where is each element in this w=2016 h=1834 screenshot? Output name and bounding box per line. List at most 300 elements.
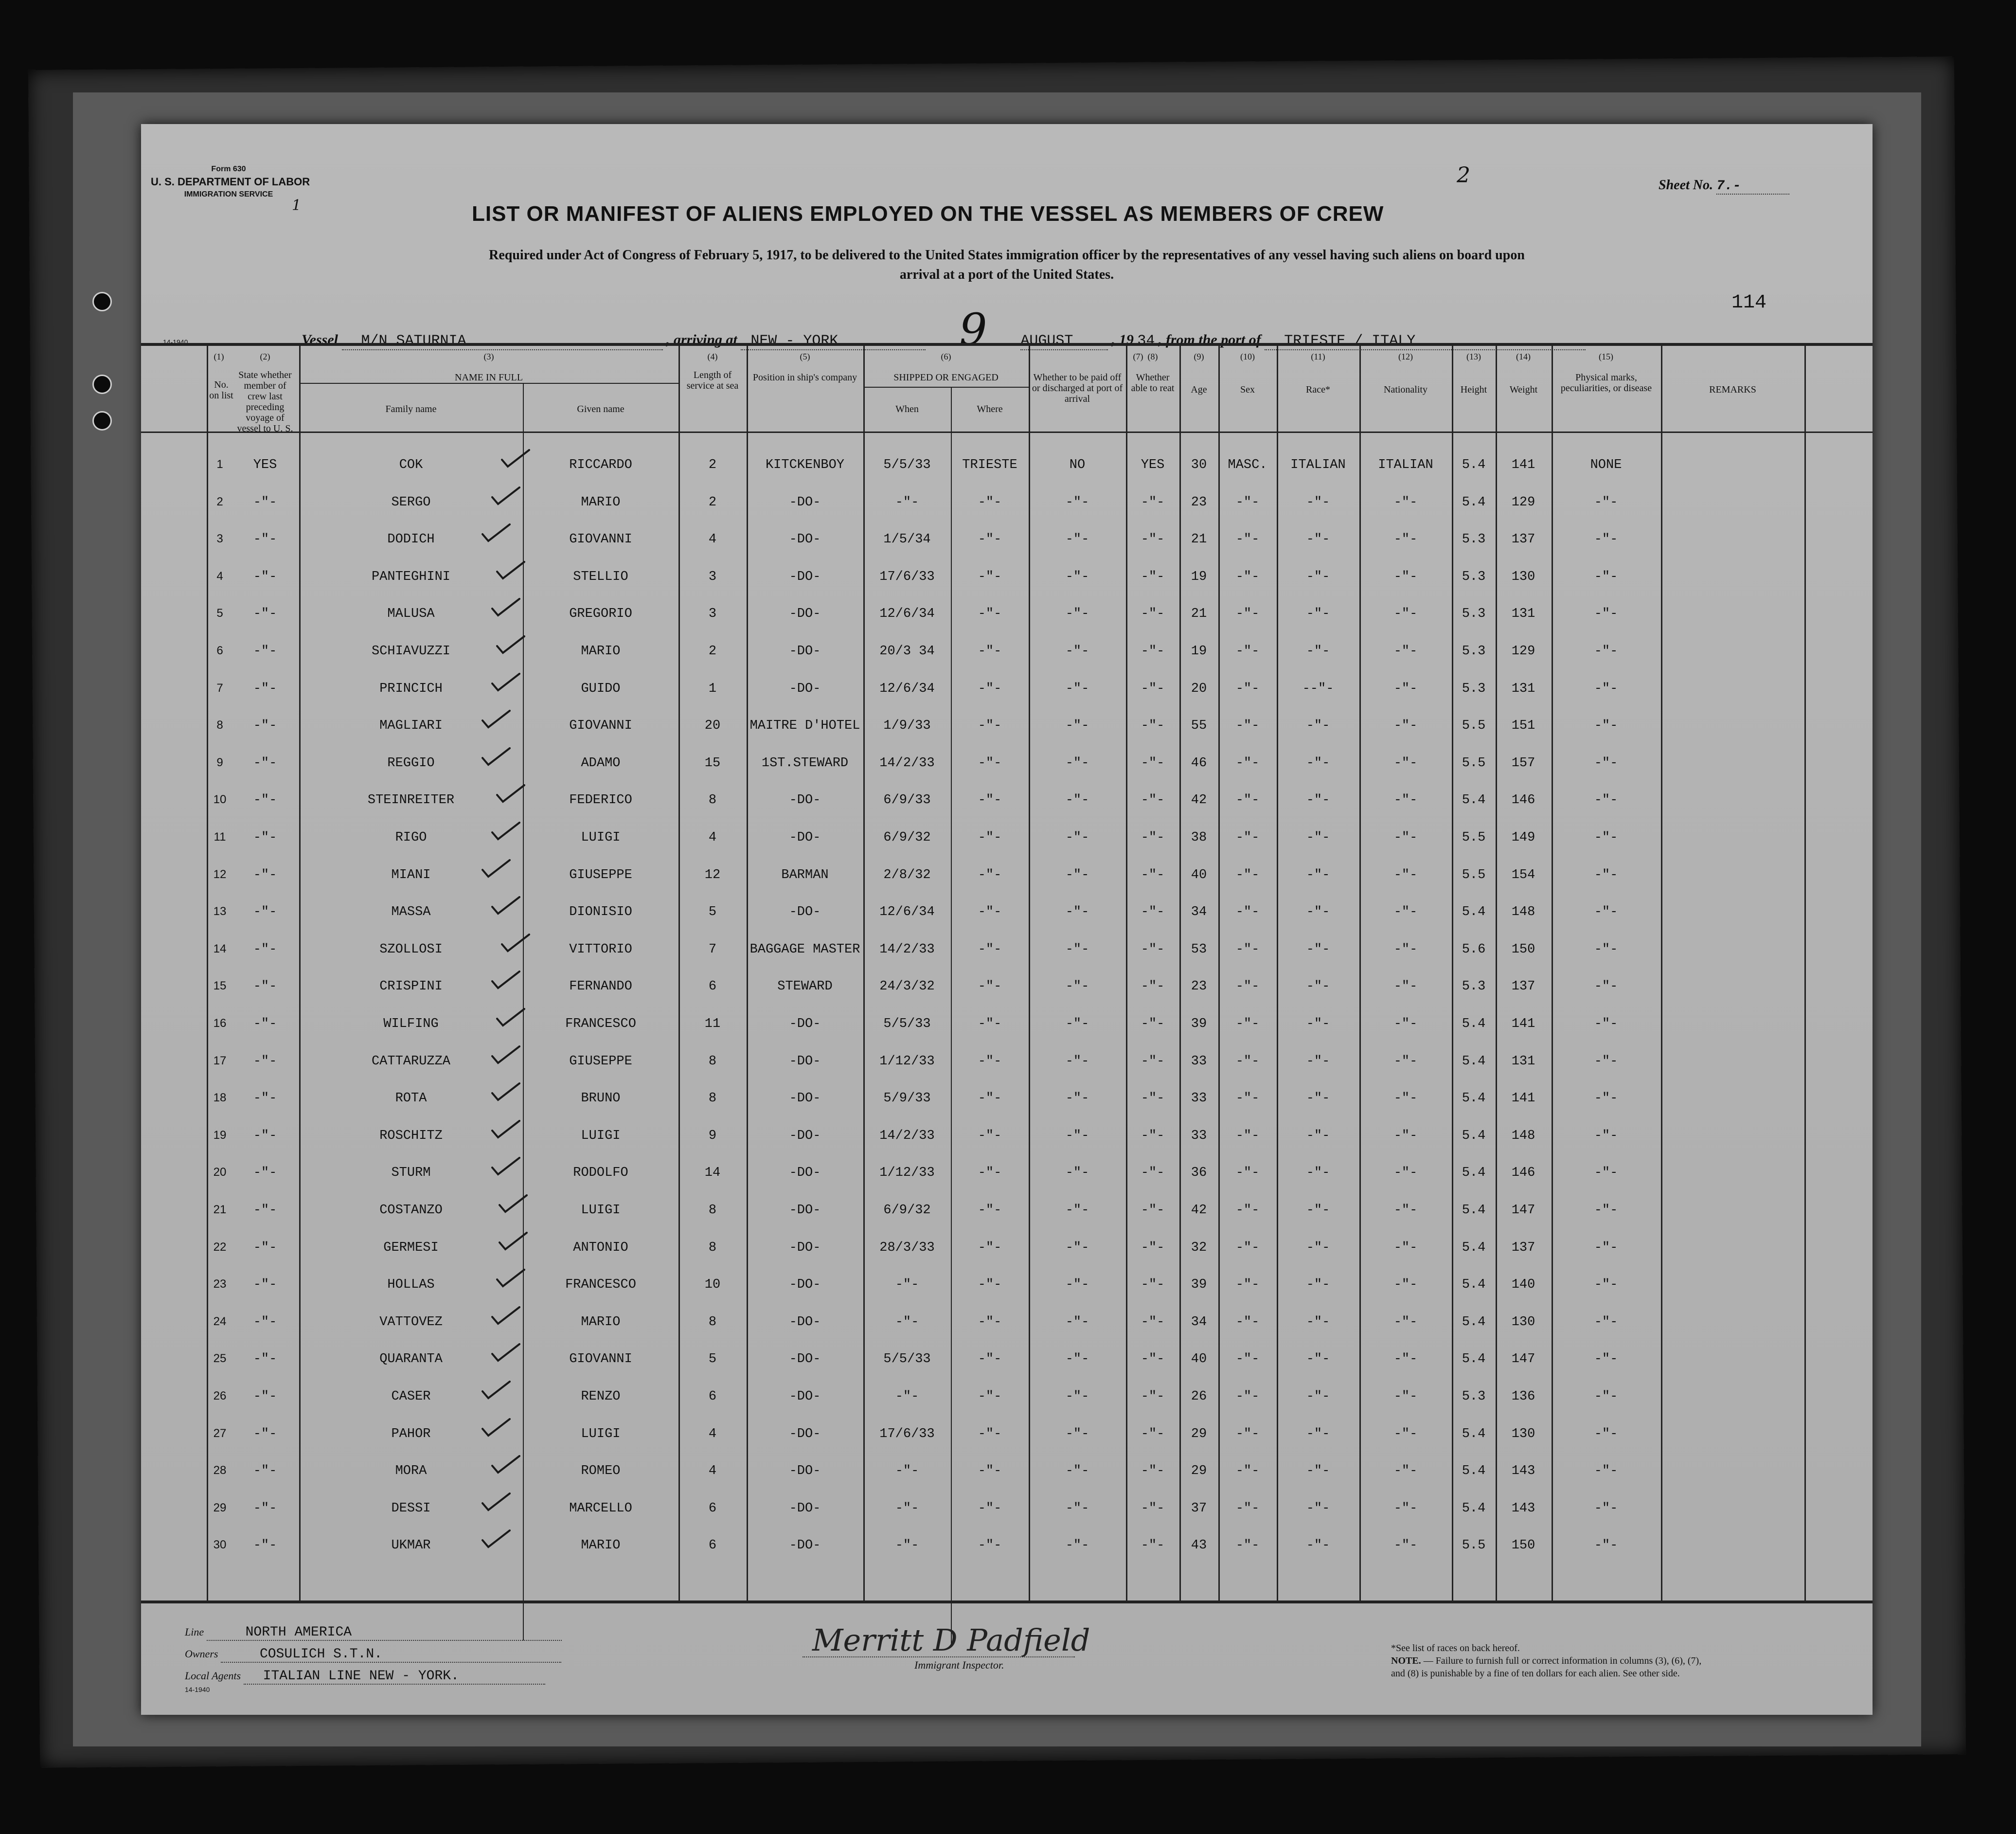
weight-cell: 131 <box>1511 607 1535 622</box>
age-cell: 55 <box>1191 719 1207 734</box>
shipped-where-cell: -"- <box>978 1426 1002 1441</box>
previous-voyage-cell: -"- <box>253 644 277 659</box>
previous-voyage-cell: -"- <box>253 719 277 734</box>
given-name-cell: DIONISIO <box>569 905 632 920</box>
race-cell: -"- <box>1306 532 1330 547</box>
inspector-label: Immigrant Inspector. <box>914 1659 1004 1671</box>
length-of-service-cell: 10 <box>704 1277 721 1293</box>
sex-cell: -"- <box>1235 1091 1260 1106</box>
sex-cell: -"- <box>1235 793 1260 808</box>
sheet-number: 7.- <box>1716 179 1789 195</box>
row-number: 25 <box>213 1352 227 1366</box>
race-cell: -"- <box>1306 867 1330 882</box>
previous-voyage-cell: -"- <box>253 1426 277 1441</box>
race-cell: -"- <box>1306 1203 1330 1218</box>
sex-cell: -"- <box>1235 532 1260 547</box>
physical-marks-cell: -"- <box>1594 793 1618 808</box>
able-to-reship-cell: -"- <box>1141 644 1165 659</box>
table-row <box>141 642 1873 680</box>
table-row <box>141 1350 1873 1387</box>
nationality-cell: -"- <box>1393 719 1418 734</box>
race-cell: ITALIAN <box>1290 458 1346 472</box>
given-name-cell: ANTONIO <box>573 1240 628 1255</box>
paid-off-cell: -"- <box>1065 644 1089 659</box>
given-name-cell: LUIGI <box>581 1203 621 1218</box>
weight-cell: 137 <box>1511 979 1535 994</box>
table-row <box>141 1425 1873 1462</box>
able-to-reship-cell: -"- <box>1141 1352 1165 1367</box>
physical-marks-cell: -"- <box>1594 569 1618 584</box>
departure-port: TRIESTE / ITALY <box>1265 333 1586 350</box>
previous-voyage-cell: -"- <box>253 830 277 845</box>
given-name-cell: ROMEO <box>581 1464 621 1479</box>
length-of-service-cell: 8 <box>708 793 717 808</box>
able-to-reship-cell: -"- <box>1141 1054 1165 1069</box>
age-cell: 34 <box>1191 905 1207 920</box>
shipped-where-cell: -"- <box>978 1464 1002 1479</box>
race-cell: -"- <box>1306 1017 1330 1031</box>
paid-off-cell: -"- <box>1065 1314 1089 1330</box>
nationality-cell: -"- <box>1393 755 1418 771</box>
shipped-where-cell: -"- <box>978 905 1002 920</box>
table-row <box>141 605 1873 642</box>
binder-hole <box>92 292 112 311</box>
header-weight: Weight <box>1509 384 1538 395</box>
table-row <box>141 1164 1873 1201</box>
column-number: (10) <box>1240 352 1255 361</box>
checkmark-icon <box>482 1418 511 1438</box>
page-number: 114 <box>1731 292 1767 314</box>
length-of-service-cell: 14 <box>704 1166 721 1181</box>
column-number: (6) <box>941 352 951 361</box>
given-name-cell: FRANCESCO <box>565 1277 636 1293</box>
length-of-service-cell: 2 <box>708 495 717 510</box>
family-name-cell: COSTANZO <box>379 1203 443 1218</box>
header-height: Height <box>1460 384 1487 395</box>
shipped-where-cell: -"- <box>978 1389 1002 1404</box>
family-name-cell: MASSA <box>391 905 431 920</box>
race-cell: -"- <box>1306 719 1330 734</box>
weight-cell: 148 <box>1511 905 1535 920</box>
length-of-service-cell: 6 <box>708 1538 717 1553</box>
race-cell: -"- <box>1306 1352 1330 1367</box>
given-name-cell: ADAMO <box>581 755 621 771</box>
height-cell: 5.4 <box>1462 495 1486 510</box>
vessel-label: Vessel <box>302 332 338 348</box>
able-to-reship-cell: -"- <box>1141 1128 1165 1143</box>
header-family-name: Family name <box>385 404 437 414</box>
height-cell: 5.5 <box>1462 830 1486 845</box>
weight-cell: 129 <box>1511 644 1535 659</box>
shipped-when-cell: 6/9/32 <box>883 830 931 845</box>
shipped-when-cell: -"- <box>895 1538 919 1553</box>
age-cell: 19 <box>1191 569 1207 584</box>
sex-cell: -"- <box>1235 719 1260 734</box>
race-cell: -"- <box>1306 1091 1330 1106</box>
column-number: (1) <box>214 352 224 361</box>
position-cell: -DO- <box>789 1054 821 1069</box>
service-name: IMMIGRATION SERVICE <box>184 190 273 198</box>
shipped-where-cell: -"- <box>978 1054 1002 1069</box>
given-name-cell: GIOVANNI <box>569 719 632 734</box>
paid-off-cell: -"- <box>1065 495 1089 510</box>
paid-off-cell: -"- <box>1065 979 1089 994</box>
column-number: (3) <box>483 352 494 361</box>
physical-marks-cell: -"- <box>1594 1240 1618 1255</box>
length-of-service-cell: 8 <box>708 1054 717 1069</box>
length-of-service-cell: 6 <box>708 1389 717 1404</box>
table-row <box>141 977 1873 1015</box>
checkmark-icon <box>496 561 525 580</box>
race-cell: -"- <box>1306 569 1330 584</box>
height-cell: 5.4 <box>1462 1166 1486 1181</box>
checkmark-icon <box>491 822 520 841</box>
age-cell: 20 <box>1191 681 1207 696</box>
nationality-cell: -"- <box>1393 867 1418 882</box>
position-cell: -DO- <box>789 607 821 622</box>
shipped-when-cell: 1/9/33 <box>883 719 931 734</box>
height-cell: 5.4 <box>1462 1426 1486 1441</box>
family-name-cell: ROSCHITZ <box>379 1128 443 1143</box>
length-of-service-cell: 4 <box>708 830 717 845</box>
able-to-reship-cell: -"- <box>1141 1240 1165 1255</box>
weight-cell: 130 <box>1511 1314 1535 1330</box>
shipped-when-cell: 20/3 34 <box>879 644 935 659</box>
paid-off-cell: -"- <box>1065 607 1089 622</box>
shipped-when-cell: 14/2/33 <box>879 755 935 771</box>
paid-off-cell: -"- <box>1065 1464 1089 1479</box>
paid-off-cell: -"- <box>1065 681 1089 696</box>
shipped-where-cell: -"- <box>978 1352 1002 1367</box>
checkmark-icon <box>482 523 511 543</box>
given-name-cell: RICCARDO <box>569 458 632 472</box>
table-row <box>141 791 1873 828</box>
shipped-where-cell: -"- <box>978 1277 1002 1293</box>
family-name-cell: CASER <box>391 1389 431 1404</box>
family-name-cell: DESSI <box>391 1501 431 1516</box>
position-cell: -DO- <box>789 1091 821 1106</box>
physical-marks-cell: -"- <box>1594 1017 1618 1031</box>
sex-cell: -"- <box>1235 830 1260 845</box>
given-name-cell: GIUSEPPE <box>569 867 632 882</box>
paid-off-cell: -"- <box>1065 1538 1089 1553</box>
shipped-when-cell: 6/9/32 <box>883 1203 931 1218</box>
able-to-reship-cell: -"- <box>1141 1314 1165 1330</box>
checkmark-icon <box>491 1343 520 1363</box>
position-cell: -DO- <box>789 1277 821 1293</box>
position-cell: -DO- <box>789 830 821 845</box>
height-cell: 5.3 <box>1462 681 1486 696</box>
given-name-cell: MARIO <box>581 495 621 510</box>
shipped-when-cell: 17/6/33 <box>879 569 935 584</box>
weight-cell: 147 <box>1511 1203 1535 1218</box>
position-cell: -DO- <box>789 1352 821 1367</box>
row-number: 3 <box>216 532 223 546</box>
fine-note-line-1: NOTE. — Failure to furnish full or correct information in columns (3), (6), (7), <box>1391 1655 1702 1666</box>
physical-marks-cell: -"- <box>1594 830 1618 845</box>
family-name-cell: MALUSA <box>387 607 435 622</box>
previous-voyage-cell: -"- <box>253 681 277 696</box>
physical-marks-cell: -"- <box>1594 1501 1618 1516</box>
table-row <box>141 940 1873 978</box>
column-number: (7) <box>1133 352 1143 361</box>
header-length-of-service: Length of service at sea <box>686 370 739 391</box>
age-cell: 46 <box>1191 755 1207 771</box>
checkmark-icon <box>491 1306 520 1326</box>
header-paid-off: Whether to be paid off or discharged at port of arrival <box>1032 372 1123 404</box>
checkmark-icon <box>496 635 525 655</box>
paid-off-cell: -"- <box>1065 1166 1089 1181</box>
shipped-when-cell: 5/5/33 <box>883 1017 931 1031</box>
physical-marks-cell: -"- <box>1594 1538 1618 1553</box>
position-cell: -DO- <box>789 1389 821 1404</box>
able-to-reship-cell: -"- <box>1141 495 1165 510</box>
row-number: 5 <box>216 607 223 620</box>
physical-marks-cell: -"- <box>1594 1277 1618 1293</box>
age-cell: 42 <box>1191 793 1207 808</box>
physical-marks-cell: -"- <box>1594 755 1618 771</box>
position-cell: -DO- <box>789 1501 821 1516</box>
position-cell: MAITRE D'HOTEL <box>749 719 860 734</box>
length-of-service-cell: 8 <box>708 1240 717 1255</box>
age-cell: 29 <box>1191 1464 1207 1479</box>
family-name-cell: QUARANTA <box>379 1352 443 1367</box>
height-cell: 5.4 <box>1462 1464 1486 1479</box>
family-name-cell: SERGO <box>391 495 431 510</box>
race-cell: -"- <box>1306 1464 1330 1479</box>
physical-marks-cell: -"- <box>1594 1314 1618 1330</box>
checkmark-icon <box>499 1232 528 1251</box>
family-name-cell: PRINCICH <box>379 681 443 696</box>
able-to-reship-cell: -"- <box>1141 942 1165 957</box>
column-number: (15) <box>1599 352 1613 361</box>
sex-cell: -"- <box>1235 1352 1260 1367</box>
inspector-signature: Merritt D Padfield <box>812 1622 1090 1658</box>
header-able-to-reship: Whether able to reat <box>1131 372 1175 394</box>
checkmark-icon <box>491 1120 520 1139</box>
checkmark-icon <box>496 1269 525 1288</box>
previous-voyage-cell: -"- <box>253 1464 277 1479</box>
table-row <box>141 1313 1873 1350</box>
shipped-when-cell: 5/5/33 <box>883 458 931 472</box>
height-cell: 5.3 <box>1462 1389 1486 1404</box>
physical-marks-cell: -"- <box>1594 1426 1618 1441</box>
checkmark-icon <box>491 1045 520 1065</box>
height-cell: 5.5 <box>1462 755 1486 771</box>
family-name-cell: DODICH <box>387 532 435 547</box>
family-name-cell: STEINREITER <box>367 793 455 808</box>
previous-voyage-cell: -"- <box>253 905 277 920</box>
weight-cell: 154 <box>1511 867 1535 882</box>
age-cell: 21 <box>1191 532 1207 547</box>
nationality-cell: -"- <box>1393 1464 1418 1479</box>
line-value: NORTH AMERICA <box>207 1625 562 1641</box>
name-subheader-rule <box>299 383 678 384</box>
position-cell: 1ST.STEWARD <box>761 755 849 771</box>
age-cell: 34 <box>1191 1314 1207 1330</box>
paid-off-cell: -"- <box>1065 755 1089 771</box>
table-row <box>141 1276 1873 1313</box>
previous-voyage-cell: -"- <box>253 1389 277 1404</box>
header-name-in-full: NAME IN FULL <box>455 372 523 383</box>
shipped-where-cell: -"- <box>978 719 1002 734</box>
position-cell: BAGGAGE MASTER <box>749 942 860 957</box>
height-cell: 5.3 <box>1462 532 1486 547</box>
table-row <box>141 717 1873 754</box>
family-name-cell: COK <box>399 458 423 472</box>
physical-marks-cell: -"- <box>1594 979 1618 994</box>
previous-voyage-cell: -"- <box>253 979 277 994</box>
sex-cell: -"- <box>1235 1389 1260 1404</box>
sex-cell: MASC. <box>1228 458 1267 472</box>
height-cell: 5.4 <box>1462 1501 1486 1516</box>
crew-table <box>141 343 1873 1600</box>
position-cell: -DO- <box>789 1128 821 1143</box>
footer-stamp-code: 14-1940 <box>185 1686 210 1693</box>
weight-cell: 141 <box>1511 1017 1535 1031</box>
paid-off-cell: -"- <box>1065 1389 1089 1404</box>
age-cell: 43 <box>1191 1538 1207 1553</box>
checkmark-icon <box>482 1529 511 1549</box>
table-row <box>141 680 1873 717</box>
height-cell: 5.3 <box>1462 979 1486 994</box>
sex-cell: -"- <box>1235 569 1260 584</box>
able-to-reship-cell: -"- <box>1141 979 1165 994</box>
checkmark-icon <box>499 1194 528 1214</box>
position-cell: -DO- <box>789 495 821 510</box>
length-of-service-cell: 2 <box>708 458 717 472</box>
nationality-cell: -"- <box>1393 1203 1418 1218</box>
physical-marks-cell: -"- <box>1594 719 1618 734</box>
header-where: Where <box>977 404 1003 414</box>
length-of-service-cell: 5 <box>708 905 717 920</box>
length-of-service-cell: 12 <box>704 867 721 882</box>
position-cell: BARMAN <box>781 867 829 882</box>
checkmark-icon <box>482 710 511 729</box>
physical-marks-cell: -"- <box>1594 607 1618 622</box>
position-cell: -DO- <box>789 1017 821 1031</box>
sex-cell: -"- <box>1235 979 1260 994</box>
age-cell: 53 <box>1191 942 1207 957</box>
race-cell: -"- <box>1306 979 1330 994</box>
form-header <box>151 163 310 201</box>
table-row <box>141 1089 1873 1127</box>
shipped-when-cell: 1/12/33 <box>879 1166 935 1181</box>
weight-cell: 137 <box>1511 532 1535 547</box>
family-name-cell: SZOLLOSI <box>379 942 443 957</box>
previous-voyage-cell: -"- <box>253 1128 277 1143</box>
shipped-when-cell: -"- <box>895 1389 919 1404</box>
row-number: 2 <box>216 495 223 508</box>
nationality-cell: -"- <box>1393 1017 1418 1031</box>
row-number: 29 <box>213 1501 227 1514</box>
row-number: 22 <box>213 1240 227 1254</box>
shipped-where-cell: -"- <box>978 979 1002 994</box>
table-row <box>141 866 1873 903</box>
previous-voyage-cell: -"- <box>253 1352 277 1367</box>
nationality-cell: -"- <box>1393 681 1418 696</box>
height-cell: 5.4 <box>1462 458 1486 472</box>
length-of-service-cell: 6 <box>708 979 717 994</box>
table-header-rule <box>141 432 1873 433</box>
family-name-cell: ROTA <box>395 1091 427 1106</box>
position-cell: -DO- <box>789 1166 821 1181</box>
header-when: When <box>895 404 919 414</box>
shipped-when-cell: 1/12/33 <box>879 1054 935 1069</box>
able-to-reship-cell: -"- <box>1141 1464 1165 1479</box>
paid-off-cell: -"- <box>1065 1203 1089 1218</box>
length-of-service-cell: 4 <box>708 1464 717 1479</box>
row-number: 10 <box>213 793 227 807</box>
able-to-reship-cell: -"- <box>1141 1091 1165 1106</box>
paid-off-cell: -"- <box>1065 1277 1089 1293</box>
length-of-service-cell: 8 <box>708 1203 717 1218</box>
family-name-cell: UKMAR <box>391 1538 431 1553</box>
physical-marks-cell: -"- <box>1594 532 1618 547</box>
row-number: 9 <box>216 755 223 769</box>
stamp-code: 14-1940 <box>163 338 188 346</box>
checkmark-icon <box>501 449 530 468</box>
nationality-cell: -"- <box>1393 1091 1418 1106</box>
race-cell: -"- <box>1306 1538 1330 1553</box>
shipped-where-cell: -"- <box>978 569 1002 584</box>
nationality-cell: -"- <box>1393 1054 1418 1069</box>
sex-cell: -"- <box>1235 644 1260 659</box>
footer-owners-field: Owners COSULICH S.T.N. <box>185 1647 561 1663</box>
checkmark-icon <box>491 673 520 692</box>
page-title: LIST OR MANIFEST OF ALIENS EMPLOYED ON THE VESSEL AS MEMBERS OF CREW <box>472 202 1384 226</box>
physical-marks-cell: -"- <box>1594 1128 1618 1143</box>
previous-voyage-cell: -"- <box>253 607 277 622</box>
nationality-cell: -"- <box>1393 569 1418 584</box>
nationality-cell: -"- <box>1393 1277 1418 1293</box>
shipped-where-cell: -"- <box>978 793 1002 808</box>
table-row <box>141 754 1873 791</box>
from-port-label: , from the port of <box>1158 332 1261 348</box>
nationality-cell: -"- <box>1393 644 1418 659</box>
position-cell: -DO- <box>789 1314 821 1330</box>
paid-off-cell: -"- <box>1065 1017 1089 1031</box>
age-cell: 39 <box>1191 1277 1207 1293</box>
height-cell: 5.6 <box>1462 942 1486 957</box>
height-cell: 5.4 <box>1462 793 1486 808</box>
able-to-reship-cell: -"- <box>1141 1501 1165 1516</box>
paid-off-cell: -"- <box>1065 905 1089 920</box>
physical-marks-cell: -"- <box>1594 905 1618 920</box>
able-to-reship-cell: -"- <box>1141 755 1165 771</box>
paid-off-cell: -"- <box>1065 1501 1089 1516</box>
shipped-where-cell: -"- <box>978 1091 1002 1106</box>
handwritten-mark: 2 <box>1457 163 1470 188</box>
position-cell: -DO- <box>789 532 821 547</box>
shipped-when-cell: -"- <box>895 1464 919 1479</box>
able-to-reship-cell: -"- <box>1141 1203 1165 1218</box>
header-sex: Sex <box>1240 384 1255 395</box>
weight-cell: 129 <box>1511 495 1535 510</box>
race-cell: -"- <box>1306 644 1330 659</box>
previous-voyage-cell: -"- <box>253 1277 277 1293</box>
age-cell: 21 <box>1191 607 1207 622</box>
subtitle <box>229 246 1785 285</box>
table-bottom-rule <box>141 1600 1873 1603</box>
sex-cell: -"- <box>1235 1240 1260 1255</box>
physical-marks-cell: -"- <box>1594 867 1618 882</box>
sex-cell: -"- <box>1235 1426 1260 1441</box>
header-nationality: Nationality <box>1384 384 1427 395</box>
shipped-where-cell: -"- <box>978 495 1002 510</box>
column-number: (13) <box>1466 352 1481 361</box>
owners-value: COSULICH S.T.N. <box>221 1647 561 1663</box>
